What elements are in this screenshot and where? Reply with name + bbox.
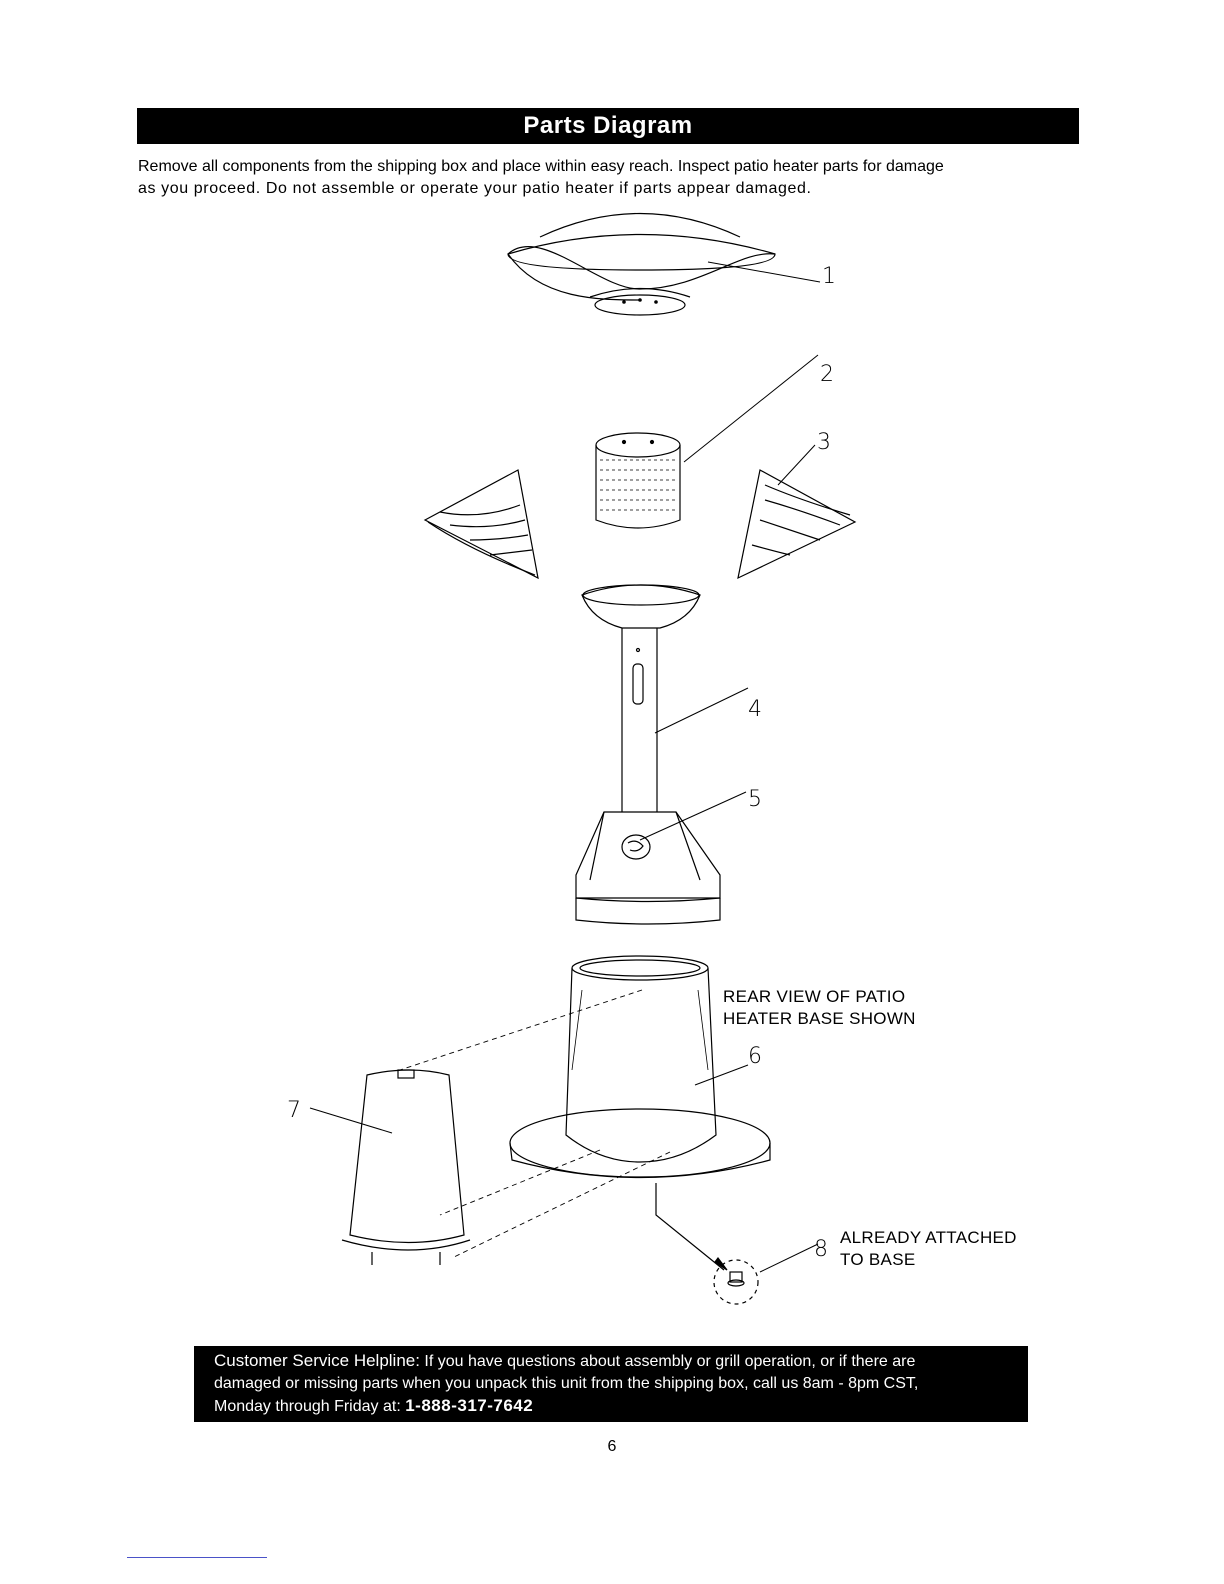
part-number-2: 2: [820, 362, 834, 387]
part-number-7: 7: [287, 1098, 301, 1123]
rear-cover-part: [342, 1070, 470, 1265]
reflector-dome-part: [508, 214, 775, 316]
part-number-6: 6: [748, 1044, 762, 1069]
attached-note: [840, 1227, 1017, 1271]
attached-note-line-2: TO BASE: [840, 1250, 916, 1269]
rear-view-note-line-2: HEATER BASE SHOWN: [723, 1009, 916, 1028]
intro-line-1: Remove all components from the shipping box and place within easy reach. Inspect patio heater parts for damage: [138, 158, 944, 175]
leader-lines: [310, 262, 820, 1272]
helpline-lead: Customer Service Helpline:: [214, 1351, 420, 1370]
footer-rule: [127, 1557, 267, 1558]
attached-note-line-1: ALREADY ATTACHED: [840, 1228, 1017, 1247]
part-number-4: 4: [748, 697, 762, 722]
part-number-3: 3: [817, 430, 831, 455]
helpline-phone-number: 1-888-317-7642: [405, 1396, 534, 1415]
control-housing-part: [576, 812, 720, 924]
part-number-5: 5: [748, 787, 762, 812]
part-number-8: 8: [814, 1237, 828, 1262]
heat-emitter-part: [596, 433, 680, 528]
part-number-1: 1: [822, 264, 836, 289]
heater-post-part: [582, 585, 700, 812]
rear-view-note: [723, 986, 916, 1030]
customer-service-helpline: [194, 1346, 1028, 1422]
page-number: 6: [607, 1438, 617, 1455]
heater-base-part: [400, 956, 770, 1270]
rear-view-note-line-1: REAR VIEW OF PATIO: [723, 987, 906, 1006]
helpline-line-1: If you have questions about assembly or grill operation, or if there are: [424, 1353, 916, 1370]
reflector-panel-left: [425, 470, 538, 578]
helpline-line-3-prefix: Monday through Friday at:: [214, 1398, 401, 1415]
helpline-line-2: damaged or missing parts when you unpack this unit from the shipping box, call us 8am - 8pm CST,: [214, 1375, 919, 1392]
section-title: Parts Diagram: [523, 112, 693, 139]
reflector-panel-right: [738, 470, 855, 578]
intro-line-2: as you proceed. Do not assemble or operate your patio heater if parts appear damaged.: [138, 180, 812, 197]
